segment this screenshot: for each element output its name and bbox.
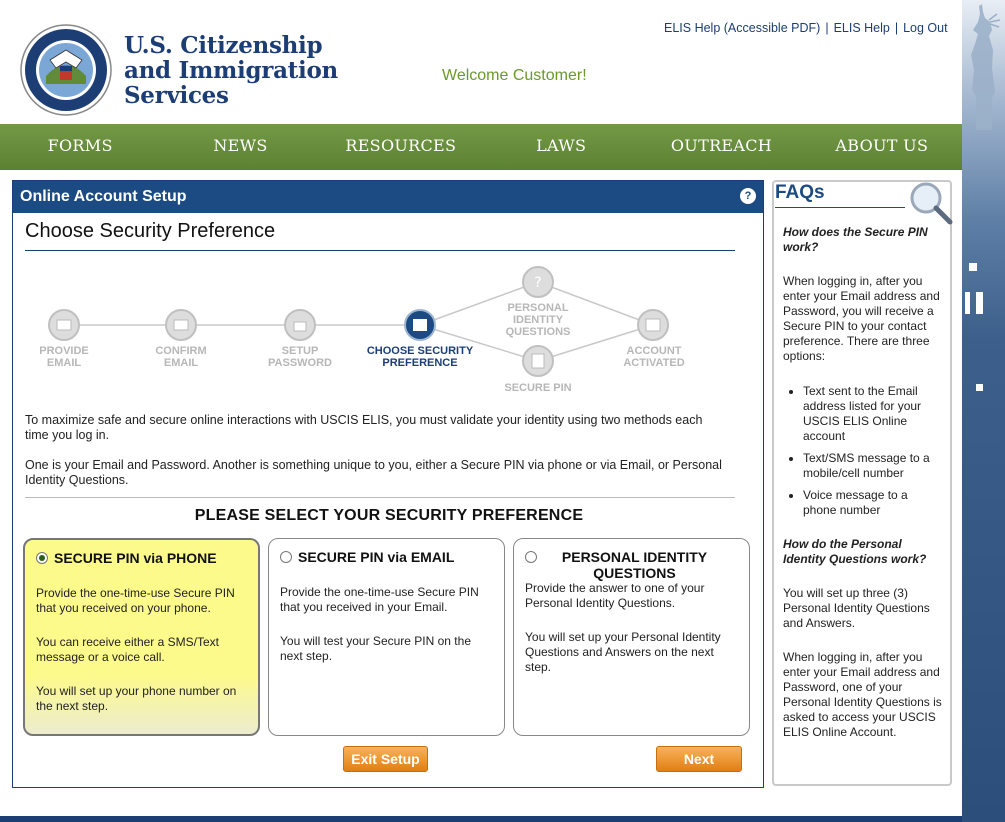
option-title: PERSONAL IDENTITY QUESTIONS [561, 549, 708, 581]
option-description [36, 586, 248, 714]
help-icon[interactable]: ? [740, 188, 756, 204]
option-description [280, 585, 494, 664]
step-provide-email-icon [49, 310, 79, 340]
option-header [280, 549, 494, 565]
account-setup-panel [12, 180, 764, 788]
option-title: SECURE PIN via EMAIL [298, 549, 455, 565]
option-text: Provide the one-time-use Secure PIN that you received in your Email. [280, 585, 479, 614]
setup-progress-steps [13, 261, 765, 401]
faq-title: FAQs [775, 182, 825, 203]
step-label-confirm-email [126, 345, 236, 369]
faq-question: How do the Personal Identity Questions work? [783, 537, 927, 566]
faq-answer: When logging in, after you enter your Email address and Password, one of your Personal Identity Questions is asked to access your USCIS ELIS Online Account. [783, 650, 942, 739]
step-label-secure-pin [483, 382, 593, 394]
option-personal-identity-questions[interactable] [513, 538, 750, 736]
option-secure-pin-email[interactable] [268, 538, 505, 736]
step-label-line: PERSONAL [507, 302, 569, 314]
agency-name-line2: and Immigration [124, 57, 338, 84]
option-text: Provide the one-time-use Secure PIN that you received on your phone. [36, 586, 235, 615]
nav-resources[interactable]: RESOURCES [345, 136, 457, 155]
agency-name-line1: U.S. Citizenship [124, 32, 323, 59]
agency-name-line3: Services [124, 82, 229, 109]
option-description [525, 581, 739, 675]
faq-sidebar [772, 180, 952, 786]
exit-setup-button[interactable]: Exit Setup [343, 746, 428, 772]
utility-links [664, 21, 948, 35]
agency-name[interactable] [124, 33, 338, 108]
building-window [965, 292, 970, 314]
faq-content [783, 225, 943, 759]
nav-news[interactable]: NEWS [213, 136, 268, 155]
dhs-seal-logo [20, 24, 112, 116]
faq-option-list [783, 384, 943, 518]
log-out-link[interactable]: Log Out [903, 21, 948, 35]
faq-question: How does the Secure PIN work? [783, 225, 928, 254]
title-divider [25, 250, 735, 251]
nav-outreach[interactable]: OUTREACH [670, 136, 773, 155]
nav-forms[interactable]: FORMS [47, 136, 113, 155]
step-label-provide-email [9, 345, 119, 369]
link-separator: | [825, 21, 829, 35]
faq-option-item: • Text/SMS message to a mobile/cell number [803, 451, 943, 481]
svg-text:?: ? [534, 275, 542, 291]
step-setup-password-icon [285, 310, 315, 340]
link-separator: | [894, 21, 899, 35]
page-title: Choose Security Preference [25, 220, 276, 242]
radio-personal-identity-questions[interactable] [525, 551, 537, 563]
footer-bar [0, 816, 962, 822]
step-label-line: EMAIL [163, 357, 199, 369]
building-window [976, 292, 983, 314]
step-label-line: PREFERENCE [382, 357, 458, 369]
faq-answer: You will set up three (3) Personal Identity Questions and Answers. [783, 586, 930, 630]
faq-option-item: • Text sent to the Email address listed for your USCIS ELIS Online account [803, 384, 943, 444]
elis-help-pdf-link[interactable]: ELIS Help (Accessible PDF) [664, 21, 821, 35]
step-label-personal-identity-questions [483, 302, 593, 338]
step-label-line: SETUP [281, 345, 319, 357]
step-label-line: ACTIVATED [623, 357, 685, 369]
steps-connector-graphic [13, 261, 765, 401]
option-secure-pin-phone[interactable] [23, 538, 260, 736]
faq-option-item: • Voice message to a phone number [803, 488, 943, 518]
step-label-line: PASSWORD [268, 357, 332, 369]
option-text: You will set up your Personal Identity Questions and Answers on the next step. [525, 630, 721, 674]
step-personal-identity-questions-icon [523, 267, 553, 297]
step-label-line: PROVIDE [39, 345, 89, 357]
step-secure-pin-icon [523, 346, 553, 376]
step-label-line: QUESTIONS [505, 326, 571, 338]
welcome-message: Welcome Customer! [442, 67, 587, 84]
option-text: You can receive either a SMS/Text message or a voice call. [36, 635, 219, 664]
step-label-line: ACCOUNT [626, 345, 682, 357]
elis-help-link[interactable]: ELIS Help [833, 21, 890, 35]
panel-header-title: Online Account Setup [20, 188, 187, 205]
step-label-line: SECURE PIN [504, 382, 572, 394]
option-text: You will test your Secure PIN on the next step. [280, 634, 471, 663]
intro-text [25, 413, 725, 503]
step-label-line: CHOOSE SECURITY [366, 345, 474, 357]
option-header [36, 550, 248, 566]
next-button[interactable]: Next [656, 746, 742, 772]
nav-about-us[interactable]: ABOUT US [835, 136, 929, 155]
option-header [525, 549, 739, 581]
statue-of-liberty-image [962, 0, 1005, 130]
section-divider [25, 497, 735, 498]
option-title: SECURE PIN via PHONE [54, 550, 217, 566]
step-label-line: EMAIL [46, 357, 82, 369]
faq-answer: When logging in, after you enter your Email address and Password, you will receive a Secure PIN to your contact preference. There are three options: [783, 274, 940, 363]
intro-paragraph: One is your Email and Password. Another is something unique to you, either a Secure PIN via phone or via Email, or Personal Identity Questions. [25, 458, 722, 487]
nav-laws[interactable]: LAWS [536, 136, 587, 155]
step-account-activated-icon [638, 310, 668, 340]
step-label-line: IDENTITY [512, 314, 564, 326]
intro-paragraph: To maximize safe and secure online interactions with USCIS ELIS, you must validate your identity using two methods each time you log in. [25, 413, 703, 442]
building-window [969, 263, 977, 271]
panel-header [13, 181, 763, 213]
decorative-side-banner [962, 0, 1005, 822]
option-text: Provide the answer to one of your Personal Identity Questions. [525, 581, 705, 610]
faq-title-divider [775, 207, 905, 208]
step-confirm-email-icon [166, 310, 196, 340]
select-preference-heading: PLEASE SELECT YOUR SECURITY PREFERENCE [194, 507, 584, 524]
magnifier-icon [906, 180, 954, 226]
site-header [0, 0, 962, 124]
step-label-account-activated [599, 345, 709, 369]
radio-secure-pin-phone[interactable] [36, 552, 48, 564]
step-label-choose-security-preference [355, 345, 485, 369]
radio-secure-pin-email[interactable] [280, 551, 292, 563]
building-window [976, 384, 983, 391]
main-navigation [0, 124, 962, 170]
step-label-line: CONFIRM [155, 345, 207, 357]
option-text: You will set up your phone number on the next step. [36, 684, 237, 713]
step-choose-security-preference-icon [405, 310, 435, 340]
step-label-setup-password [245, 345, 355, 369]
